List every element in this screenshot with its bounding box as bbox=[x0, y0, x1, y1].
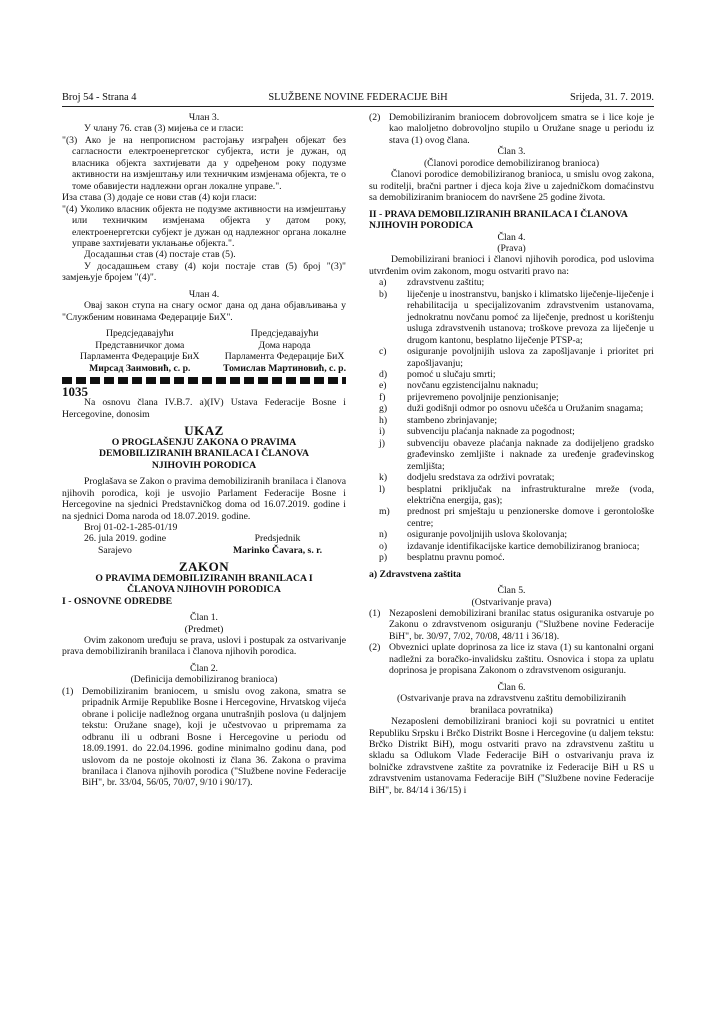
paragraph-number: (2) bbox=[369, 112, 381, 123]
list-text: pomoć u slučaju smrti; bbox=[407, 368, 496, 380]
paragraph: Članovi porodice demobiliziranog branioca, u smislu ovog zakona, su roditelji, bračni partner i djeca koja žive u zajedničkom domaćinstvu sa demobiliziranim braniocem do navršene 25 godine života. bbox=[369, 169, 654, 204]
document-number: 1035 bbox=[62, 383, 88, 399]
list-text: stambeno zbrinjavanje; bbox=[407, 414, 498, 426]
list-text: subvenciju obaveze plaćanja naknade za dodijeljeno gradsko građevinsko zemljište i naknade za uređenje građevinskog zemljišta; bbox=[407, 437, 654, 472]
list-key: i) bbox=[379, 426, 385, 438]
list-text: besplatnu pravnu pomoć. bbox=[407, 552, 505, 564]
list-key: g) bbox=[379, 403, 388, 415]
list-text: izdavanje identifikacijske kartice demobiliziranog branioca; bbox=[407, 540, 640, 552]
article-title: Član 5. bbox=[497, 585, 526, 597]
signature-role: Представничког дома bbox=[95, 339, 185, 351]
list-item bbox=[369, 415, 654, 426]
paragraph: Demobiliziranim braniocem dobrovoljcem smatra se i lice koje je kao maloljetno dobrovoljno stupilo u Oružane snage u periodu iz stava (1) ovog člana. bbox=[389, 112, 654, 146]
paragraph: У члану 76. став (3) мијења се и гласи: bbox=[84, 123, 244, 135]
paragraph-number: (1) bbox=[62, 685, 74, 697]
issue-page-number: Broj 54 - Strana 4 bbox=[62, 92, 137, 103]
preamble: Na osnovu člana IV.B.7. a)(IV) Ustava Federacije Bosne i Hercegovine, donosim bbox=[62, 397, 346, 420]
list-text: dodjelu sredstava za održivi povratak; bbox=[407, 472, 555, 484]
paragraph: Demobiliziranim braniocem, u smislu ovog zakona, smatra se pripadnik Armije Republike Bosne i Hercegovine, Hrvatskog vijeća obrane i policije nadležnog organa unutrašnjih poslova (u daljnjem tekstu: Oružane snage), koji je učestvovao u pripremama za odbranu ili u odbrani Bosne i Hercegovine u periodu od 18.09.1991. do 22.04.1996. godine minimalno godinu dana, pod uslovom da ne postoje okolnosti iz člana 36. Zakona o pravima branilaca i članova njihovih porodica ("Službene novine Federacije BiH", br. 33/04, 56/05, 70/07, 9/10 i 90/17). bbox=[82, 685, 346, 789]
list-text: liječenje u inostranstvu, banjsko i klimatsko liječenje-liječenje i rehabilitacija u specijalizovanim zdravstvenim ustanovama, jednokratnu novčanu pomoć za liječenje, prednost u korištenju usluga zdravstvenih ustanova; troškove prevoza za liječenje u drugom kantonu, besplatno liječenje PTSP-a; bbox=[407, 288, 654, 346]
signatory-name: Мирсад Заимовић, с. р. bbox=[89, 362, 191, 374]
list-text: zdravstvenu zaštitu; bbox=[407, 277, 485, 289]
list-item bbox=[369, 506, 654, 529]
list-item bbox=[369, 552, 654, 563]
issue-date: Srijeda, 31. 7. 2019. bbox=[570, 92, 654, 103]
list-item bbox=[369, 346, 654, 369]
article-title: Član 1. bbox=[190, 612, 218, 624]
part-heading: II - PRAVA DEMOBILIZIRANIH BRANILACA I ČLANOVA NJIHOVIH PORODICA bbox=[369, 208, 628, 232]
paragraph: Иза става (3) додаје се нови став (4) који гласи: bbox=[62, 192, 257, 204]
quoted-paragraph: "(4) Уколико власник објекта не подузме активности на измјештању или техничким измјенама објекта у датом року, електроенергетски субјект је дужан од надлежног органа локалне управе захтијевати уклањање објекта.". bbox=[62, 203, 346, 249]
signature-role: Дома народа bbox=[258, 339, 311, 351]
article-title: Član 3. bbox=[497, 146, 526, 158]
article-title: Član 2. bbox=[190, 662, 218, 674]
paragraph: Досадашњи став (4) постаје став (5). bbox=[84, 249, 236, 261]
decree-date: 26. jula 2019. godine bbox=[84, 533, 167, 545]
paragraph: Obveznici uplate doprinosa za lice iz stava (1) su kantonalni organi nadležni za boračko-invalidsku zaštitu. Osnovica i stopa za uplatu doprinosa je propisana Zakonom o zdravstvenom osiguranju. bbox=[389, 642, 654, 677]
rights-list bbox=[369, 277, 654, 563]
paragraph: Demobilizirani branioci i članovi njihovih porodica, pod uslovima utvrđenim ovim zakonom, mogu ostvariti pravo na: bbox=[369, 254, 654, 277]
list-item bbox=[369, 277, 654, 288]
list-key: k) bbox=[379, 472, 388, 484]
reference-number: Broj 01-02-1-285-01/19 bbox=[84, 521, 178, 533]
decree-title: UKAZ bbox=[184, 423, 224, 439]
list-item bbox=[369, 472, 654, 483]
president-name: Marinko Čavara, s. r. bbox=[233, 544, 322, 556]
article-subtitle: (Predmet) bbox=[184, 623, 224, 635]
section-separator bbox=[62, 377, 346, 384]
signatory-name: Томислав Мартиновић, с. р. bbox=[223, 362, 346, 374]
list-item bbox=[369, 403, 654, 414]
list-key: l) bbox=[379, 483, 385, 495]
paragraph: Nezaposleni demobilizirani branioci koji su povratnici u entitet Republiku Srpsku i Brčko Distrikt Bosne i Hercegovine (u daljem tekstu: Brčko Distrikt BiH), mogu ostvariti pravo na zdravstvenu zaštitu u skladu sa Odlukom Vlade Federacije BiH o ostvarivanju prava iz bolničke zdravstvene zaštite za povratnike iz Federacije BiH u RS u zdravstvenim ustanovama Federacije BiH ("Službene novine Federacije BiH", br. 84/14 i 36/15) i bbox=[369, 716, 654, 796]
numbered-paragraph bbox=[369, 608, 654, 642]
list-item bbox=[369, 426, 654, 437]
list-item bbox=[369, 438, 654, 472]
list-item bbox=[369, 541, 654, 552]
quoted-paragraph: "(3) Ако је на непрописном растојању изграђен објекат без сагласности електроенергетског субјекта, исти је дужан, од власника објекта захтијевати да у одређеном року подузме активности на измјештању или техничким измјенама објекта, те о томе обавијести надлежни орган локалне управе.". bbox=[62, 134, 346, 192]
paragraph-number: (1) bbox=[369, 608, 381, 620]
signature-role: Парламента Федерације БиХ bbox=[80, 351, 200, 363]
numbered-paragraph bbox=[369, 642, 654, 676]
law-title: ZAKON bbox=[178, 559, 230, 575]
list-item bbox=[369, 289, 654, 346]
list-text: besplatni priključak na infrastrukturalne mreže (voda, električna energija, gas); bbox=[407, 483, 654, 506]
list-key: d) bbox=[379, 368, 388, 380]
list-key: m) bbox=[379, 506, 390, 518]
article-title: Član 6. bbox=[497, 681, 526, 693]
article-subtitle: (Članovi porodice demobiliziranog branioca) bbox=[423, 157, 600, 169]
gazette-title: SLUŽBENE NOVINE FEDERACIJE BiH bbox=[268, 92, 448, 103]
list-key: f) bbox=[379, 391, 386, 403]
paragraph: Ovim zakonom uređuju se prava, uslovi i postupak za ostvarivanje prava demobiliziranih branilaca i članova njihovih porodica. bbox=[62, 635, 346, 658]
decree-subtitle: O PROGLAŠENJU ZAKONA O PRAVIMA DEMOBILIZIRANIH BRANILACA I ČLANOVA NJIHOVIH PORODICA bbox=[98, 436, 310, 471]
numbered-paragraph bbox=[62, 686, 346, 789]
list-text: novčanu egzistencijalnu naknadu; bbox=[407, 380, 539, 392]
list-key: b) bbox=[379, 288, 388, 300]
right-column bbox=[369, 112, 654, 796]
signature-role: Предсједавајући bbox=[250, 328, 319, 340]
list-key: a) bbox=[379, 277, 387, 289]
paragraph: Proglašava se Zakon o pravima demobiliziranih branilaca i članova njihovih porodica, koji je usvojio Parlament Federacije Bosne i Hercegovine na sjednici Predstavničkog doma od 16.07.2019. godine i na sjednici Doma naroda od 18.07.2019. godine. bbox=[62, 476, 346, 522]
list-key: j) bbox=[379, 437, 385, 449]
president-title: Predsjednik bbox=[254, 533, 301, 545]
numbered-paragraph bbox=[369, 112, 654, 146]
list-text: prednost pri smještaju u penzionerske domove i gerontološke centre; bbox=[407, 506, 654, 529]
section-heading: a) Zdravstvena zaštita bbox=[369, 568, 462, 580]
list-key: c) bbox=[379, 346, 387, 358]
article-title: Član 4. bbox=[497, 231, 526, 243]
law-subtitle: O PRAVIMA DEMOBILIZIRANIH BRANILACA I ČLANOVA NJIHOVIH PORODICA bbox=[95, 572, 313, 596]
article-title: Члан 3. bbox=[188, 112, 220, 123]
signature-block bbox=[62, 328, 346, 374]
signature-role: Парламента Федерације БиХ bbox=[224, 351, 345, 363]
list-item bbox=[369, 484, 654, 507]
left-column bbox=[62, 112, 346, 789]
article-title: Члан 4. bbox=[188, 288, 220, 300]
list-item bbox=[369, 392, 654, 403]
article-subtitle: (Ostvarivanje prava na zdravstvenu zaštitu demobiliziranih branilaca povratnika) bbox=[397, 693, 626, 716]
article-subtitle: (Prava) bbox=[497, 242, 526, 254]
article-subtitle: (Definicija demobiliziranog branioca) bbox=[130, 674, 278, 686]
page-header bbox=[62, 92, 654, 107]
article-subtitle: (Ostvarivanje prava) bbox=[471, 596, 552, 608]
list-key: p) bbox=[379, 552, 388, 564]
signature-role: Предсједавајући bbox=[105, 328, 174, 340]
list-item bbox=[369, 529, 654, 540]
list-text: duži godišnji odmor po osnovu učešća u Oružanim snagama; bbox=[407, 403, 644, 415]
list-key: n) bbox=[379, 529, 388, 541]
list-key: o) bbox=[379, 540, 388, 552]
list-text: osiguranje povoljnijih uslova školovanja; bbox=[407, 529, 568, 541]
list-text: osiguranje povoljnijih uslova za zapošljavanje i prioritet pri zapošljavanju; bbox=[407, 346, 654, 369]
decree-city: Sarajevo bbox=[98, 544, 132, 556]
paragraph-number: (2) bbox=[369, 642, 381, 654]
list-text: subvenciju plaćanja naknade za pogodnost; bbox=[407, 426, 575, 438]
list-item bbox=[369, 380, 654, 391]
paragraph: Овај закон ступа на снагу осмог дана од дана објављивања у "Службеним новинама Федерације БиХ". bbox=[62, 300, 346, 323]
list-key: e) bbox=[379, 380, 387, 392]
part-heading: I - OSNOVNE ODREDBE bbox=[62, 595, 173, 607]
paragraph: У досадашњем ставу (4) који постаје став (5) број "(3)" замјењује бројем "(4)". bbox=[62, 260, 346, 284]
list-text: prijevremeno povoljnije penzionisanje; bbox=[407, 391, 559, 403]
list-key: h) bbox=[379, 414, 388, 426]
paragraph: Nezaposleni demobilizirani branilac status osiguranika ostvaruje po Zakonu o zdravstvenom osiguranju ("Službene novine Federacije BiH", br. 30/97, 7/02, 70/08, 48/11 i 36/18). bbox=[389, 608, 654, 642]
list-item bbox=[369, 369, 654, 380]
decree-signature bbox=[62, 533, 346, 556]
